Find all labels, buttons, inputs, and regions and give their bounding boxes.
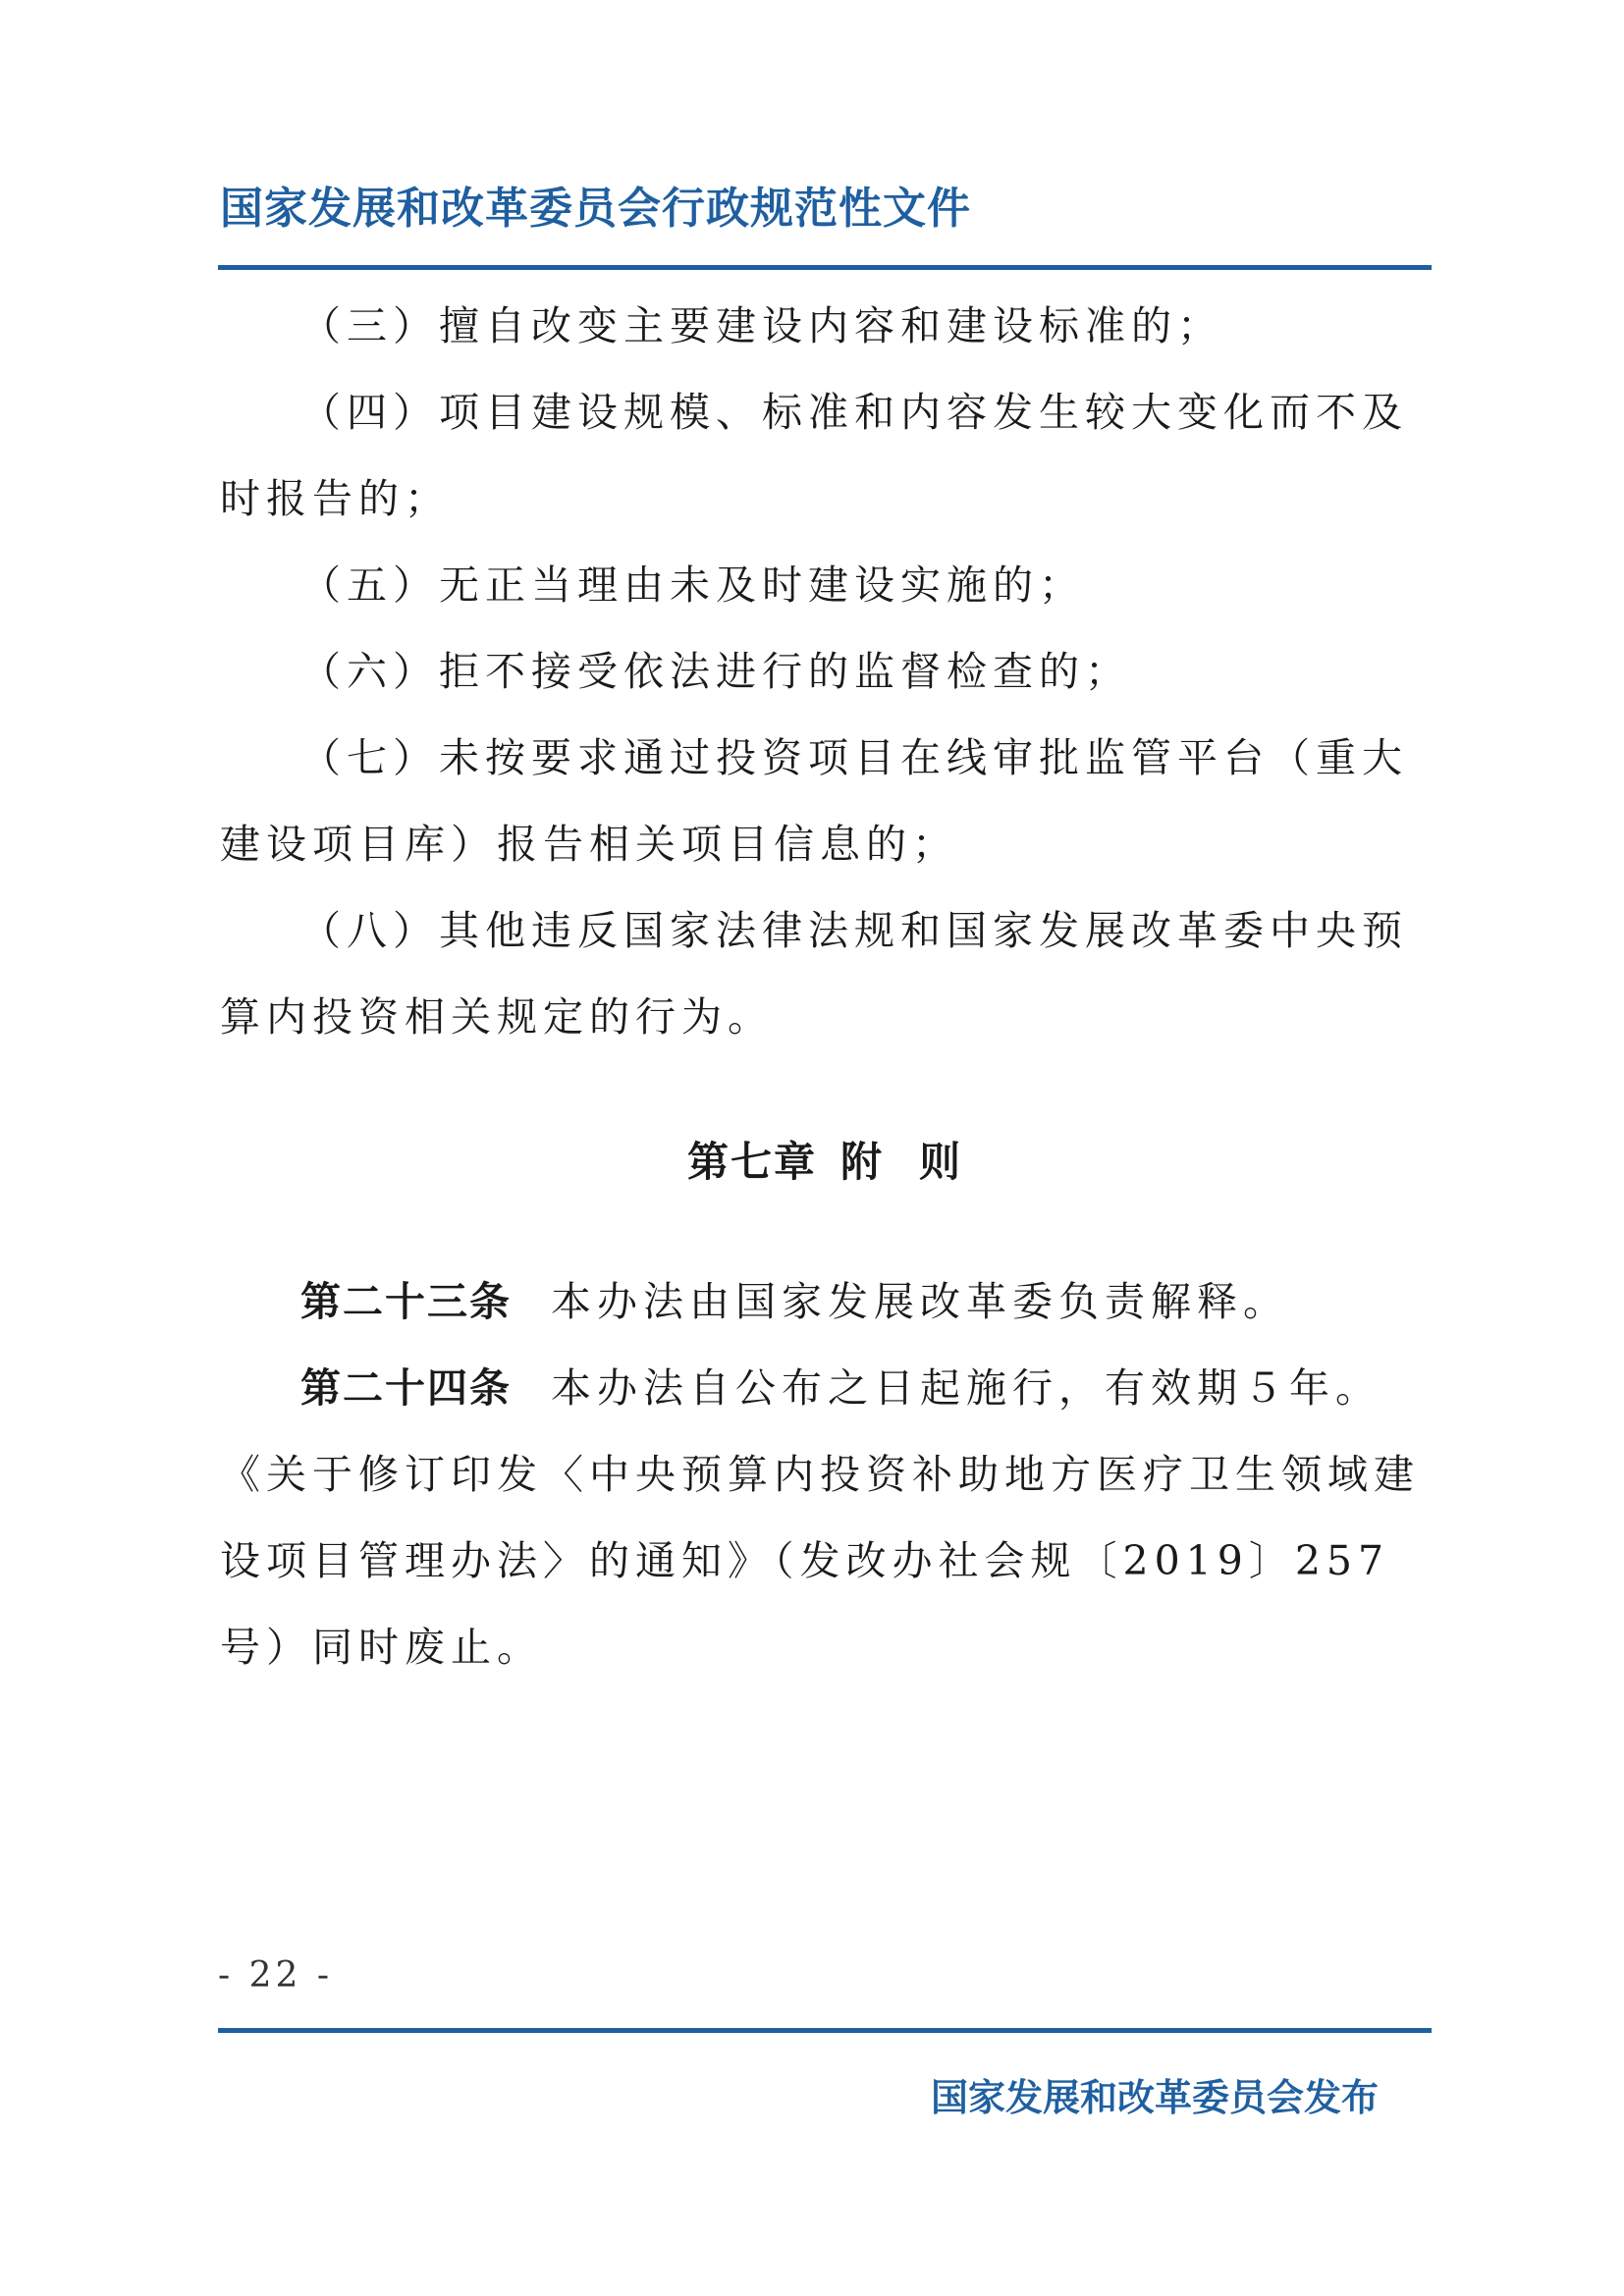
article-23 [220, 1258, 1430, 1345]
article-number: 第二十三条 [300, 1278, 512, 1325]
header-divider [218, 265, 1432, 270]
chapter-title-part1: 附 [839, 1138, 884, 1186]
article-24 [220, 1345, 1430, 1690]
chapter-heading [220, 1119, 1430, 1205]
article-text: 本办法由国家发展改革委负责解释。 [551, 1278, 1289, 1325]
list-item: （五）无正当理由未及时建设实施的； [300, 561, 1085, 609]
document-header-title: 国家发展和改革委员会行政规范性文件 [220, 184, 971, 234]
list-item: （八）其他违反国家法律法规和国家发展改革委中央预算内投资相关规定的行为。 [220, 907, 1408, 1041]
page-number: - 22 - [218, 1955, 334, 1996]
chapter-title-part2: 则 [919, 1138, 963, 1186]
footer-publisher: 国家发展和改革委员会发布 [931, 2076, 1380, 2119]
list-item: （七）未按要求通过投资项目在线审批监管平台（重大建设项目库）报告相关项目信息的； [220, 734, 1408, 868]
list-item: （三）擅自改变主要建设内容和建设标准的； [300, 302, 1223, 349]
document-body [220, 283, 1430, 1690]
list-item: （六）拒不接受依法进行的监督检查的； [300, 648, 1131, 695]
chapter-number: 第七章 [686, 1138, 817, 1186]
article-number: 第二十四条 [300, 1364, 512, 1412]
list-item: （四）项目建设规模、标准和内容发生较大变化而不及时报告的； [220, 389, 1408, 522]
article-text: 本办法自公布之日起施行，有效期５年。《关于修订印发〈中央预算内投资补助地方医疗卫生领域建设项目管理办法〉的通知》（发改办社会规〔2019〕257号）同时废止。 [220, 1364, 1420, 1671]
footer-divider [218, 2028, 1432, 2033]
